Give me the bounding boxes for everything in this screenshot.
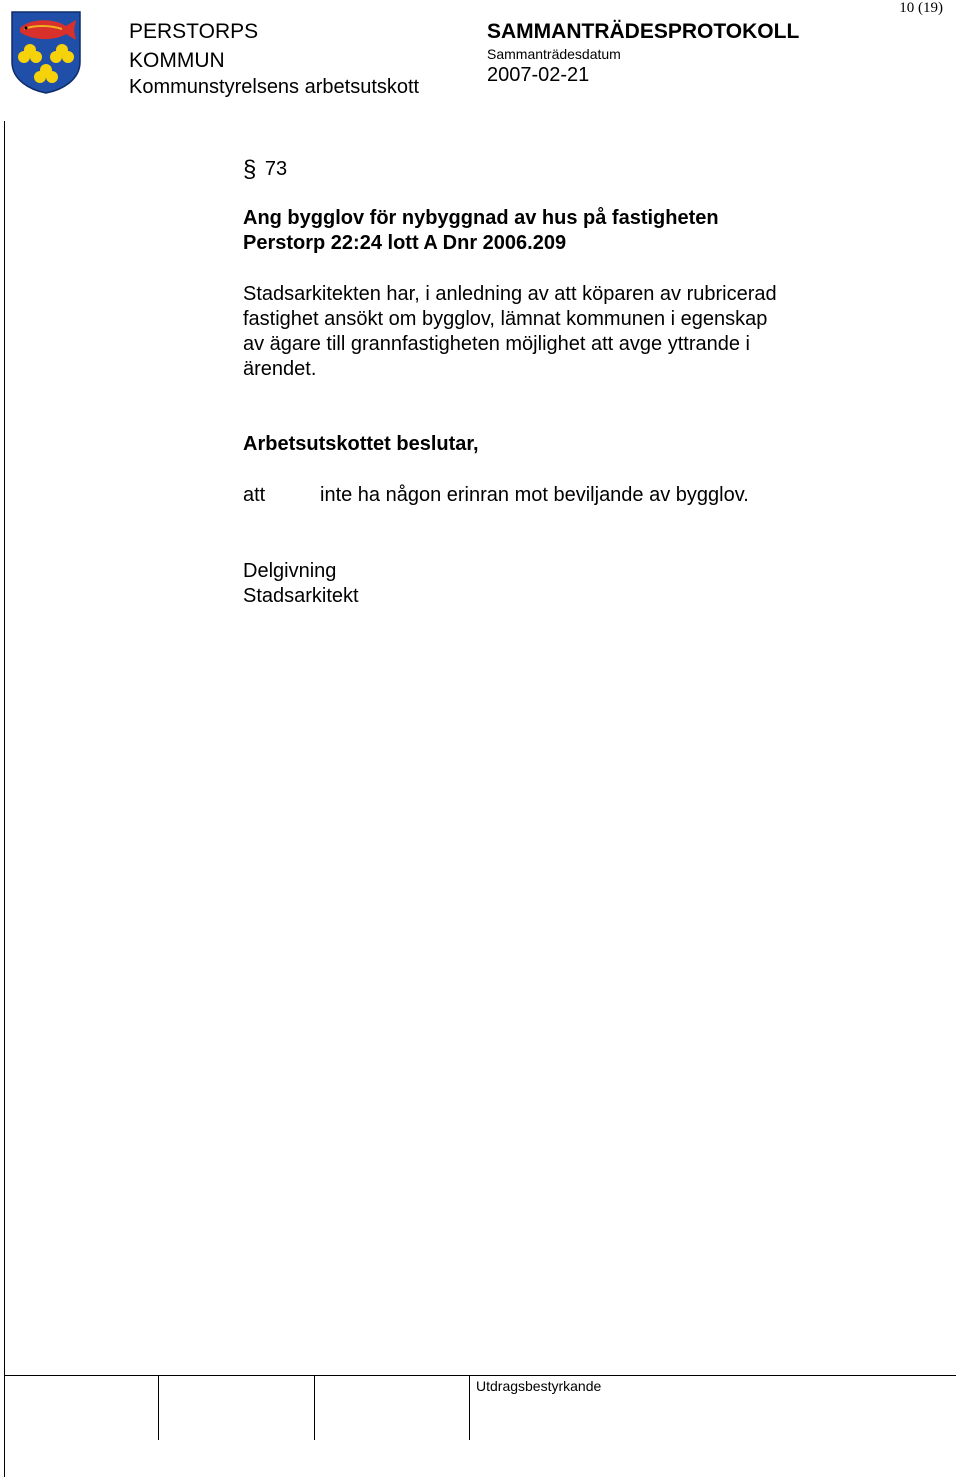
delivery-label: Delgivning: [243, 560, 337, 582]
case-description: [243, 282, 843, 382]
section-sign: §: [243, 156, 257, 183]
delivery-recipient: Stadsarkitekt: [243, 585, 359, 607]
coat-of-arms-logo: [10, 10, 82, 94]
item-title: [243, 206, 719, 256]
decision-att: att: [243, 484, 266, 506]
item-title-line: Ang bygglov för nybyggnad av hus på fastigheten: [243, 207, 719, 229]
signature-box-divider: [158, 1375, 159, 1440]
certification-label: Utdragsbestyrkande: [476, 1378, 602, 1394]
text-line: Stadsarkitekten har, i anledning av att köparen av rubricerad: [243, 283, 777, 305]
signature-box-divider: [314, 1375, 315, 1440]
text-line: ärendet.: [243, 358, 317, 380]
text-line: av ägare till grannfastigheten möjlighet att avge yttrande i: [243, 333, 750, 355]
meeting-date-label: Sammanträdesdatum: [487, 46, 621, 62]
item-title-line: Perstorp 22:24 lott A Dnr 2006.209: [243, 232, 567, 254]
section-number: 73: [264, 158, 288, 180]
decision-heading: Arbetsutskottet beslutar,: [243, 433, 479, 455]
committee-name: Kommunstyrelsens arbetsutskott: [129, 76, 420, 98]
decision-text: inte ha någon erinran mot beviljande av bygglov.: [320, 484, 749, 506]
document-type: SAMMANTRÄDESPROTOKOLL: [487, 20, 800, 43]
signature-box-divider: [469, 1375, 470, 1440]
page-number: 10 (19): [899, 0, 943, 16]
meeting-date: 2007-02-21: [487, 64, 590, 86]
footer-rule: [4, 1375, 956, 1376]
paragraph-number: [243, 156, 287, 184]
text-line: fastighet ansökt om bygglov, lämnat kommunen i egenskap: [243, 308, 768, 330]
left-margin-rule: [4, 121, 5, 1477]
org-name-line2: KOMMUN: [129, 49, 225, 72]
org-name-line1: PERSTORPS: [129, 20, 259, 43]
